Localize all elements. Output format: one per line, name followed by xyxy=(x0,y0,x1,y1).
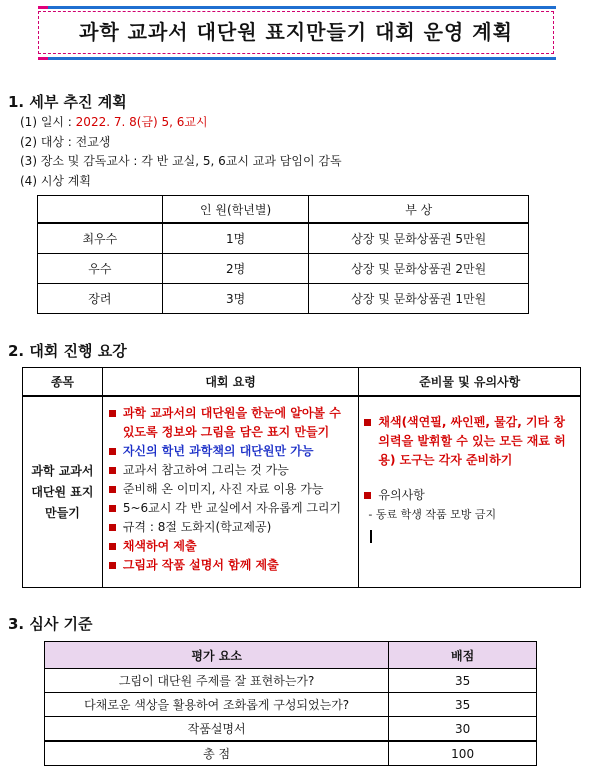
notes-list xyxy=(364,413,576,505)
award-prize: 상장 및 문화상품권 1만원 xyxy=(309,284,529,314)
list-item xyxy=(109,404,353,442)
rule-text: 자신의 학년 과학책의 대단원만 가능 xyxy=(122,444,314,458)
list-item xyxy=(109,480,353,499)
criteria-text: 다채로운 색상을 활용하여 조화롭게 구성되었는가? xyxy=(45,693,389,717)
title-top-accent xyxy=(38,6,48,9)
guide-header-rules: 대회 요령 xyxy=(102,368,359,397)
judging-header-criteria: 평가 요소 xyxy=(45,642,389,669)
rules-list xyxy=(109,404,353,575)
award-count: 1명 xyxy=(162,223,309,254)
note-text: 유의사항 xyxy=(378,488,425,502)
schedule-value: 2022. 7. 8(금) 5, 6교시 xyxy=(75,115,208,129)
total-row xyxy=(45,741,537,766)
square-bullet-icon xyxy=(109,505,116,512)
square-bullet-icon xyxy=(364,419,371,426)
rule-text: 교과서 참고하여 그리는 것 가능 xyxy=(122,463,289,477)
award-grade: 우수 xyxy=(38,254,163,284)
rule-text: 준비해 온 이미지, 사진 자료 이용 가능 xyxy=(122,482,324,496)
event-name: 과학 교과서 대단원 표지 만들기 xyxy=(23,396,103,588)
list-item xyxy=(109,499,353,518)
square-bullet-icon xyxy=(364,492,371,499)
square-bullet-icon xyxy=(109,486,116,493)
square-bullet-icon xyxy=(109,562,116,569)
total-score: 100 xyxy=(389,741,537,766)
judging-table-header xyxy=(45,642,537,669)
place-line: (3) 장소 및 감독교사 : 각 반 교실, 5, 6교시 교과 담임이 감독 xyxy=(20,154,342,168)
square-bullet-icon xyxy=(109,543,116,550)
criteria-score: 35 xyxy=(389,669,537,693)
list-item xyxy=(364,413,576,470)
rule-text: 채색하여 제출 xyxy=(122,539,197,553)
criteria-score: 35 xyxy=(389,693,537,717)
table-row xyxy=(45,669,537,693)
square-bullet-icon xyxy=(109,410,116,417)
award-prize: 상장 및 문화상품권 5만원 xyxy=(309,223,529,254)
guide-header-notes: 준비물 및 유의사항 xyxy=(359,368,581,397)
schedule-label: (1) 일시 : xyxy=(20,115,76,129)
section2-heading: 2. 대회 진행 요강 xyxy=(8,342,127,360)
award-header-count: 인 원(학년별) xyxy=(162,196,309,224)
list-item xyxy=(109,518,353,537)
rule-text: 그림과 작품 설명서 함께 제출 xyxy=(122,558,279,572)
section3-heading: 3. 심사 기준 xyxy=(8,615,93,633)
table-row xyxy=(45,693,537,717)
list-item xyxy=(109,461,353,480)
square-bullet-icon xyxy=(109,524,116,531)
title-bottom-accent xyxy=(38,57,48,60)
award-header-prize: 부 상 xyxy=(309,196,529,224)
rule-text: 규격 : 8절 도화지(학교제공) xyxy=(122,520,272,534)
title-top-rule xyxy=(38,6,556,9)
list-item xyxy=(109,556,353,575)
rule-text: 5~6교시 각 반 교실에서 자유롭게 그리기 xyxy=(122,501,342,515)
criteria-text: 작품설명서 xyxy=(45,717,389,742)
list-item xyxy=(109,442,353,461)
award-table xyxy=(37,195,529,314)
award-plan-line: (4) 시상 계획 xyxy=(20,174,91,188)
guide-table-header xyxy=(23,368,581,397)
award-table-header xyxy=(38,196,529,224)
criteria-score: 30 xyxy=(389,717,537,742)
section1-heading: 1. 세부 추진 계획 xyxy=(8,93,127,111)
square-bullet-icon xyxy=(109,448,116,455)
document-title: 과학 교과서 대단원 표지만들기 대회 운영 계획 xyxy=(79,20,513,44)
title-bottom-rule xyxy=(38,57,556,60)
contest-guide-table xyxy=(22,367,581,588)
judging-header-score: 배점 xyxy=(389,642,537,669)
square-bullet-icon xyxy=(109,467,116,474)
table-row xyxy=(38,284,529,314)
award-header-blank xyxy=(38,196,163,224)
list-item xyxy=(109,537,353,556)
table-row xyxy=(38,223,529,254)
award-grade: 최우수 xyxy=(38,223,163,254)
rules-cell xyxy=(102,396,359,588)
schedule-line xyxy=(20,113,208,130)
table-row xyxy=(45,717,537,742)
target-line: (2) 대상 : 전교생 xyxy=(20,135,111,149)
note-text: 채색(색연필, 싸인펜, 물감, 기타 창의력을 발휘할 수 있는 모든 재료 허용) 도구는 각자 준비하기 xyxy=(378,415,566,467)
guide-header-event: 종목 xyxy=(23,368,103,397)
notes-cell xyxy=(359,396,581,588)
award-count: 2명 xyxy=(162,254,309,284)
award-grade: 장려 xyxy=(38,284,163,314)
award-count: 3명 xyxy=(162,284,309,314)
total-label: 총 점 xyxy=(45,741,389,766)
table-row xyxy=(38,254,529,284)
note-sub: - 동료 학생 작품 모방 금지 xyxy=(368,508,497,521)
list-item xyxy=(364,486,576,505)
criteria-text: 그림이 대단원 주제를 잘 표현하는가? xyxy=(45,669,389,693)
text-cursor xyxy=(370,530,372,543)
award-prize: 상장 및 문화상품권 2만원 xyxy=(309,254,529,284)
rule-text: 과학 교과서의 대단원을 한눈에 알아볼 수 있도록 정보와 그림을 담은 표지 만들기 xyxy=(122,406,341,439)
judging-table xyxy=(44,641,537,766)
table-row xyxy=(23,396,581,588)
